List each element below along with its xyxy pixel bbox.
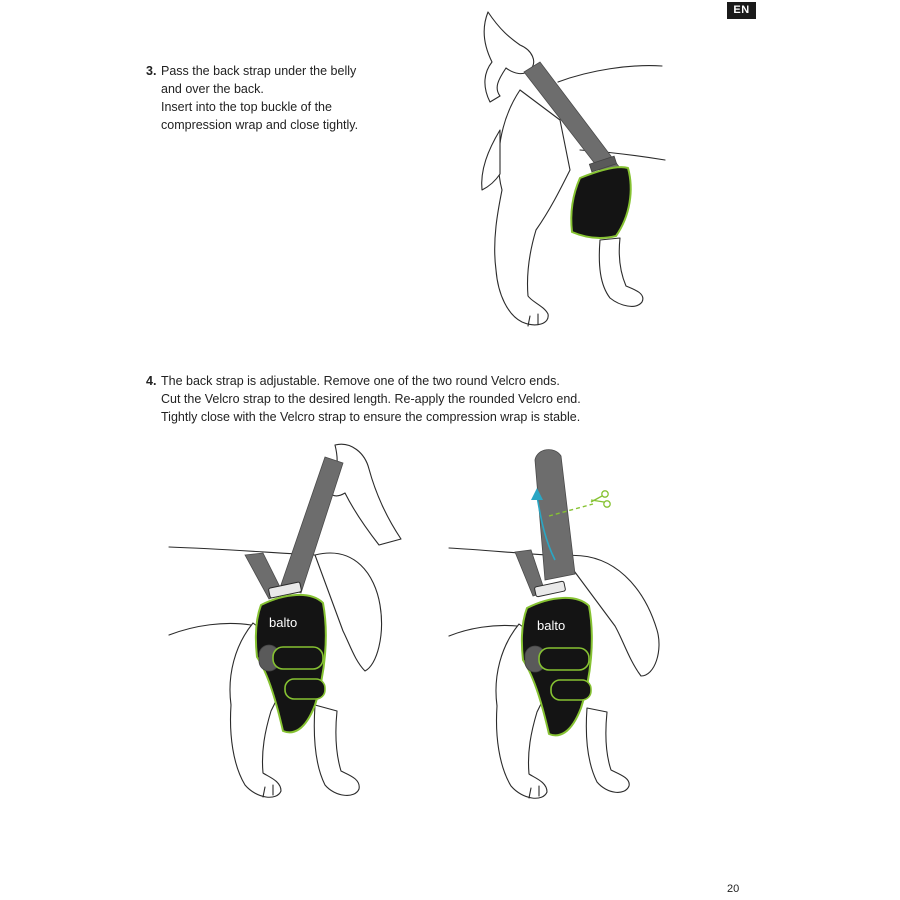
dog-chest-line: [449, 625, 517, 636]
brand-logo: balto: [537, 618, 566, 633]
language-badge: EN: [727, 2, 756, 19]
velcro-strap-lower: [551, 680, 591, 700]
step-4-illustration-left: [165, 435, 425, 815]
velcro-strap-lower: [285, 679, 325, 699]
dog-rear-leg: [586, 708, 629, 792]
dog-front-leg: [495, 90, 570, 325]
dog-chest-line: [169, 623, 251, 635]
step-3-illustration: [440, 10, 680, 340]
step-number: 4.: [146, 374, 157, 388]
step-line: The back strap is adjustable. Remove one of the two round Velcro ends.: [161, 374, 560, 388]
velcro-strap-upper: [539, 648, 589, 670]
step-line: compression wrap and close tightly.: [161, 118, 359, 132]
step-number: 3.: [146, 64, 157, 78]
page-number: 20: [727, 883, 740, 895]
step-4-illustration-right: [445, 440, 675, 815]
step-line: Cut the Velcro strap to the desired length. Re-apply the rounded Velcro end.: [161, 392, 581, 406]
step-line: Insert into the top buckle of the: [161, 100, 332, 114]
step-3-instructions: [146, 62, 358, 134]
brand-logo: balto: [269, 615, 298, 630]
dog-rear-leg: [599, 238, 643, 306]
step-line: Tightly close with the Velcro strap to ensure the compression wrap is stable.: [161, 410, 581, 424]
dog-back-line: [558, 66, 662, 82]
dog-chest: [482, 130, 500, 190]
hand-illustration: [329, 444, 401, 545]
step-line: Pass the back strap under the belly: [161, 64, 357, 78]
hand-illustration: [484, 12, 533, 102]
scissors-icon: [591, 491, 610, 507]
velcro-strap-upper: [273, 647, 323, 669]
dog-rear-leg: [314, 705, 359, 795]
step-4-instructions: [146, 372, 581, 426]
step-line: and over the back.: [161, 82, 264, 96]
compression-wrap: [571, 167, 630, 238]
